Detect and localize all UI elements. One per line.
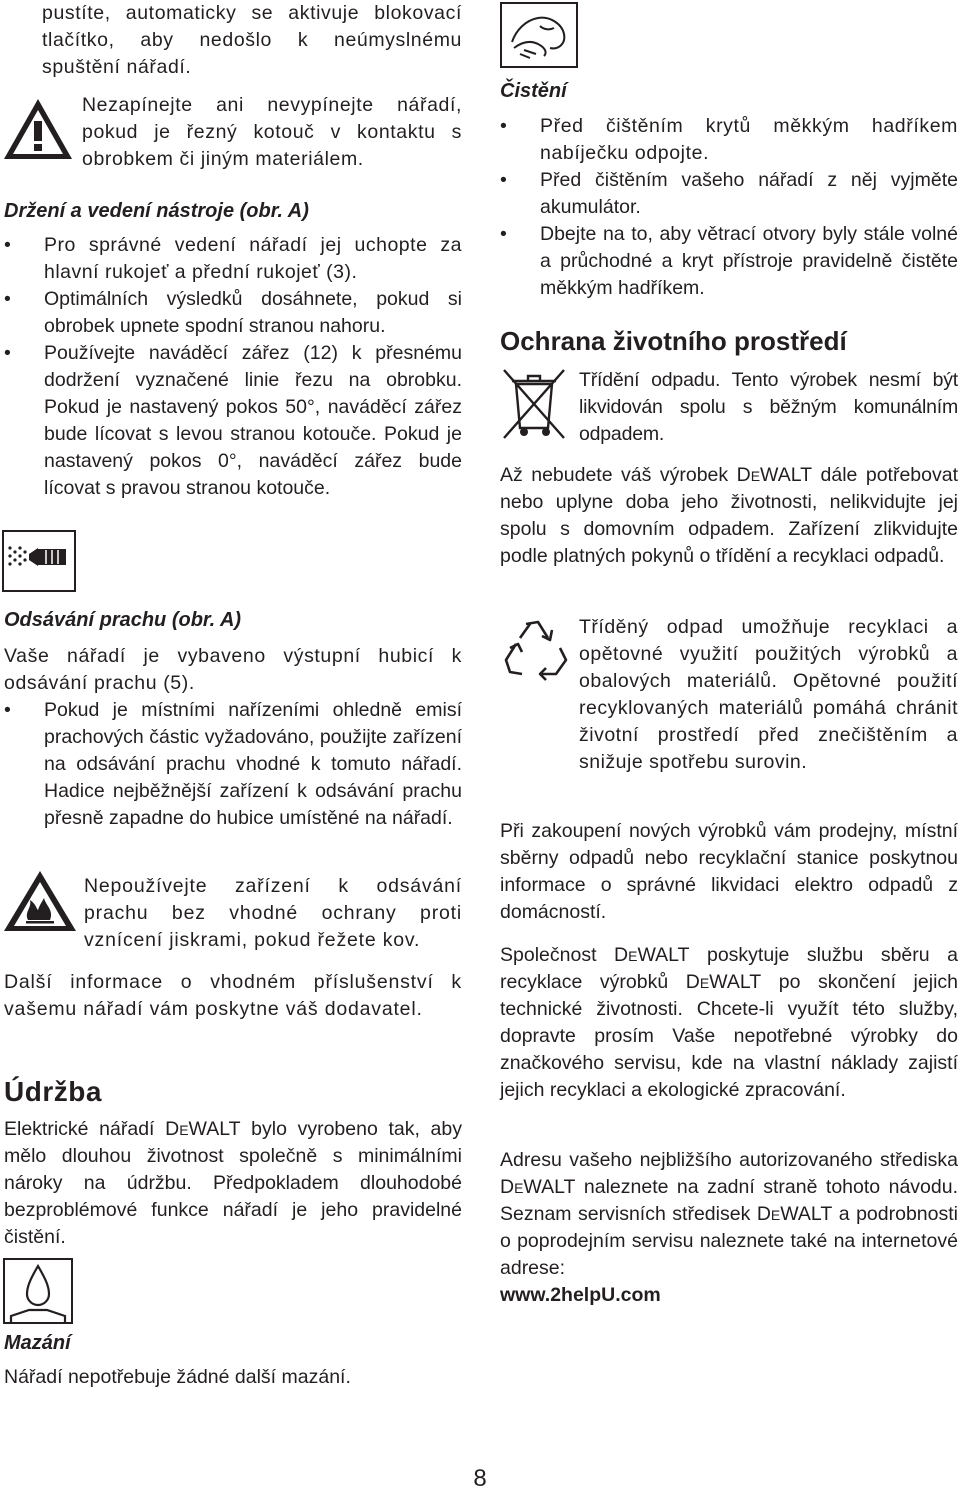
brand-name: DeWALT <box>614 944 690 966</box>
dust-text: Vaše nářadí je vybaveno výstupní hubicí k odsávání prachu (5). <box>4 645 462 694</box>
recycle-text: Tříděný odpad umožňuje recyklaci a opětovné využití použitých výrobků a obalových materiálů. Opětovné použití recyklovaných materiálů pomáhá chránit životní prostředí před znečištěním a snižuje spotřebu surovin. <box>579 616 958 773</box>
dust-bullet: • Pokud je místními nařízeními ohledně emisí prachových částic vyžadováno, použijte zařízení na odsávání prachu vhodné k tomuto nářadí. Hadice nejběžnější zařízení k odsávání prachu přesně zapadne do hubice umístěné na nářadí. <box>4 697 462 832</box>
text-fragment: bylo vyrobeno tak, aby mělo dlouhou životnost společně s minimálními nároky na údržbu. Předpokladem dlouhodobé bezproblémové funkce nářadí je jeho pravidelné čistění. <box>4 1118 462 1248</box>
holding-heading: Držení a vedení nástroje (obr. A) <box>4 200 309 222</box>
lubrication-heading: Mazání <box>4 1332 71 1354</box>
list-item: • Před čištěním krytů měkkým hadříkem nabíječku odpojte. <box>500 113 958 167</box>
page-number: 8 <box>473 1465 487 1492</box>
company-text <box>500 942 958 1104</box>
dust-extraction-icon <box>2 530 76 592</box>
intro-continuation: pustíte, automaticky se aktivuje blokovací tlačítko, aby nedošlo k neúmyslnému spuštění nářadí. <box>42 2 462 78</box>
holding-list <box>4 232 462 502</box>
brand-name: DeWALT <box>756 1203 833 1225</box>
accessories-text: Další informace o vhodném příslušenství k vašemu nářadí vám poskytne váš dodavatel. <box>4 971 462 1020</box>
dust-heading: Odsávání prachu (obr. A) <box>4 609 242 631</box>
list-item: • Dbejte na to, aby větrací otvory byly stále volné a průchodné a kryt přístroje pravidelně čistěte měkkým hadříkem. <box>500 221 958 302</box>
brand-name: DeWALT <box>736 464 813 486</box>
lubrication-icon <box>3 1258 73 1324</box>
disposal-text <box>500 462 958 570</box>
maintenance-text <box>4 1116 462 1251</box>
warning-text: Nezapínejte ani nevypínejte nářadí, pokud je řezný kotouč v kontaktu s obrobkem či jiným materiálem. <box>82 94 462 170</box>
text-fragment: dále potřebovat nebo uplyne doba jeho životnosti, nelikvidujte jej spolu s domovním odpadem. Zařízení zlikvidujte podle platných pokynů o třídění a recyklaci odpadů. <box>500 464 958 567</box>
maintenance-heading: Údržba <box>4 1076 102 1107</box>
text-fragment: Společnost <box>500 944 615 966</box>
purchase-text: Při zakoupení nových výrobků vám prodejny, místní sběrny odpadů nebo recyklační stanice poskytnou informace o správné likvidaci elektro odpadů z domácností. <box>500 820 958 923</box>
text-fragment: poskytuje službu sběru a recyklace výrobků <box>500 944 958 993</box>
cleaning-list <box>500 113 958 302</box>
warning-icon <box>2 96 74 162</box>
left-column <box>4 0 462 1388</box>
text-fragment: a podrobnosti o poprodejním servisu naleznete také na internetové adrese: <box>500 1203 958 1279</box>
recycle-icon <box>502 614 572 684</box>
warning-text: Nepoužívejte zařízení k odsávání prachu bez vhodné ochrany proti vznícení jiskrami, pokud řežete kov. <box>84 875 462 951</box>
brand-name: DeWALT <box>685 971 762 993</box>
list-item: • Pro správné vedení nářadí jej uchopte za hlavní rukojeť a přední rukojeť (3). <box>4 232 462 286</box>
cleaning-icon <box>500 2 578 68</box>
text-fragment: Elektrické nářadí <box>4 1118 166 1140</box>
text-fragment: Adresu vašeho nejbližšího autorizovaného střediska <box>500 1149 958 1171</box>
text-fragment: naleznete na zadní straně tohoto návodu. Seznam servisních středisek <box>500 1176 958 1225</box>
website-link[interactable]: www.2helpU.com <box>500 1284 661 1306</box>
cleaning-heading: Čistění <box>500 80 567 102</box>
list-item: • Používejte naváděcí zářez (12) k přesnému dodržení vyznačené linie řezu na obrobku. Pokud je nastavený pokos 50°, naváděcí zářez bude lícovat s levou stranou kotouče. Pokud je nastavený pokos 0°, naváděcí zářez bude lícovat s pravou stranou kotouče. <box>4 340 462 502</box>
environment-heading: Ochrana životního prostředí <box>500 326 847 356</box>
brand-name: DeWALT <box>165 1118 241 1140</box>
lubrication-text: Nářadí nepotřebuje žádné další mazání. <box>4 1366 351 1388</box>
text-fragment: po skončení jejich technické životnosti. Chcete-li využít této služby, dopravte prosím Vaše nepotřebné výrobky do značkového servisu, kde na vlastní náklady zajistí jejich recyklaci a ekologické zpracování. <box>500 971 958 1101</box>
fire-warning-icon <box>2 868 78 934</box>
address-text <box>500 1147 958 1309</box>
crossed-bin-icon <box>500 366 568 442</box>
brand-name: DeWALT <box>500 1176 576 1198</box>
list-item: • Optimálních výsledků dosáhnete, pokud si obrobek upnete spodní stranou nahoru. <box>4 286 462 340</box>
sorting-text: Třídění odpadu. Tento výrobek nesmí být likvidován spolu s běžným komunálním odpadem. <box>579 369 958 445</box>
text-fragment: Až nebudete váš výrobek <box>500 464 737 486</box>
list-item: • Před čištěním vašeho nářadí z něj vyjměte akumulátor. <box>500 167 958 221</box>
